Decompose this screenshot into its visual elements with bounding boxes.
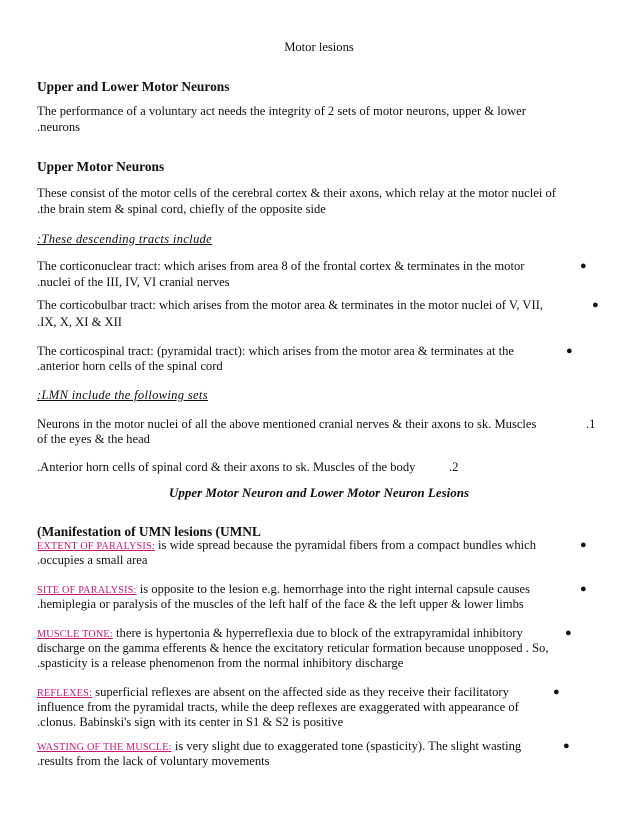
manifest-1-line-2: .occupies a small area	[37, 553, 148, 567]
manifest-label: REFLEXES:	[37, 688, 93, 699]
manifest-text: is very slight due to exaggerated tone (spasticity). The slight wasting	[171, 739, 522, 753]
lesions-heading: Upper Motor Neuron and Lower Motor Neuron Lesions	[168, 485, 470, 500]
lmn-2-number: .2	[449, 460, 459, 474]
manifest-3-line-2: discharge on the gamma efferents & hence the excitatory reticular formation because unopposed . So,	[37, 641, 549, 655]
manifest-5-line-2: .results from the lack of voluntary movements	[37, 754, 270, 768]
manifest-label: SITE OF PARALYSIS:	[37, 585, 137, 596]
lmn-1-line-2: of the eyes & the head	[37, 432, 150, 446]
manifest-2-line-2: .hemiplegia or paralysis of the muscles of the left half of the face & the left upper & lower limbs	[37, 597, 524, 611]
tract-3-line-2: .anterior horn cells of the spinal cord	[37, 359, 223, 373]
manifest-text: is opposite to the lesion e.g. hemorrhage into the right internal capsule causes	[136, 582, 531, 596]
manifest-4-line-2: influence from the pyramidal tracts, while the deep reflexes are exaggerated with appearance of	[37, 700, 519, 714]
manifest-3-line-1	[37, 626, 523, 642]
manifest-3-line-3: .spasticity is a release phenomenon from the normal inhibitory discharge	[37, 656, 404, 670]
bullet-icon: ●	[565, 627, 572, 639]
manifest-1-line-1	[37, 538, 536, 554]
tract-1-line-1: The corticonuclear tract: which arises from area 8 of the frontal cortex & terminates in the motor	[37, 259, 525, 273]
umn-desc-line-1: These consist of the motor cells of the cerebral cortex & their axons, which relay at the motor nuclei of	[37, 186, 556, 200]
manifest-5-line-1	[37, 739, 521, 755]
manifest-label: WASTING OF THE MUSCLE:	[37, 742, 172, 753]
umn-desc-line-2: .the brain stem & spinal cord, chiefly of the opposite side	[37, 202, 326, 216]
bullet-icon: ●	[592, 299, 599, 311]
tracts-heading: :These descending tracts include	[37, 232, 213, 246]
page-title: Motor lesions	[284, 40, 354, 54]
bullet-icon: ●	[580, 583, 587, 595]
lmn-1-line-1: Neurons in the motor nuclei of all the above mentioned cranial nerves & their axons to sk. Muscles	[37, 417, 537, 431]
manifest-2-line-1	[37, 582, 530, 598]
intro-line-1: The performance of a voluntary act needs the integrity of 2 sets of motor neurons, upper & lower	[37, 104, 526, 118]
manifest-4-line-1	[37, 685, 509, 701]
section-heading-upper-lower: Upper and Lower Motor Neurons	[37, 79, 230, 94]
bullet-icon: ●	[580, 539, 587, 551]
manifest-text: there is hypertonia & hyperreflexia due to block of the extrapyramidal inhibitory	[112, 626, 523, 640]
bullet-icon: ●	[566, 345, 573, 357]
bullet-icon: ●	[580, 260, 587, 272]
bullet-icon: ●	[563, 740, 570, 752]
section-heading-umn: Upper Motor Neurons	[37, 159, 165, 174]
manifest-4-line-3: .clonus. Babinski's sign with its center in S1 & S2 is positive	[37, 715, 344, 729]
tract-2-line-2: .IX, X, XI & XII	[37, 315, 122, 329]
tract-1-line-2: .nuclei of the III, IV, VI cranial nerves	[37, 275, 230, 289]
bullet-icon: ●	[553, 686, 560, 698]
manifest-text: superficial reflexes are absent on the affected side as they receive their facilitatory	[92, 685, 509, 699]
manifest-text: is wide spread because the pyramidal fibers from a compact bundles which	[154, 538, 537, 552]
umn-manifest-heading: (Manifestation of UMN lesions (UMNL	[37, 524, 261, 539]
manifest-label: MUSCLE TONE:	[37, 629, 113, 640]
lmn-1-number: .1	[586, 417, 596, 431]
lmn-2-line-1: .Anterior horn cells of spinal cord & their axons to sk. Muscles of the body	[37, 460, 416, 474]
manifest-label: EXTENT OF PARALYSIS:	[37, 541, 155, 552]
tract-3-line-1: The corticospinal tract: (pyramidal tract): which arises from the motor area & terminates at the	[37, 344, 514, 358]
lmn-heading: :LMN include the following sets	[37, 388, 208, 402]
intro-line-2: .neurons	[37, 120, 81, 134]
tract-2-line-1: The corticobulbar tract: which arises from the motor area & terminates in the motor nuclei of V, VII,	[37, 298, 544, 312]
